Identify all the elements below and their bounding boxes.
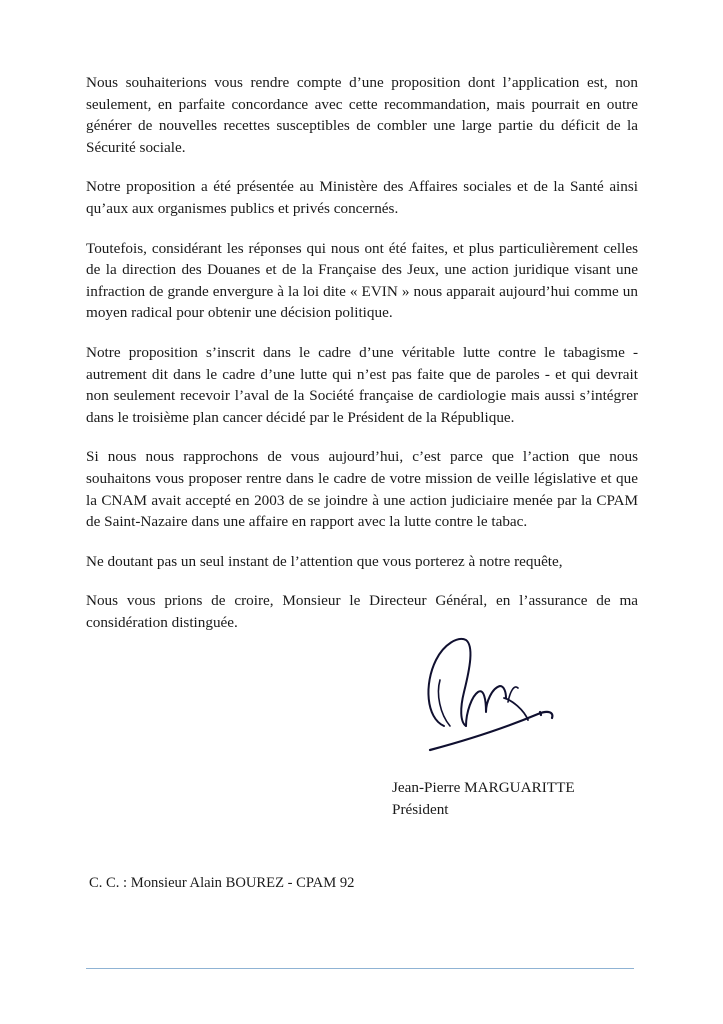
paragraph: Si nous nous rapprochons de vous aujourd’hui, c’est parce que l’action que nous souhaitons vous proposer rentre dans le cadre de votre mission de veille législative et que la CNAM avait accepté en 2003 de se joindre à une action judiciaire menée par la CPAM de Saint-Nazaire dans une affaire en rapport avec la lutte contre le tabac. (86, 448, 638, 531)
paragraph: Ne doutant pas un seul instant de l’attention que vous porterez à notre requête, (86, 552, 563, 570)
paragraph: Notre proposition a été présentée au Ministère des Affaires sociales et de la Santé ainsi qu’aux aux organismes publics et privés concernés. (86, 178, 638, 217)
signer-name: Jean-Pierre MARGUARITTE (392, 779, 575, 796)
signer-block (392, 777, 575, 820)
signer-role: Président (392, 800, 449, 818)
handwritten-signature (400, 622, 600, 772)
paragraph: Nous souhaiterions vous rendre compte d’une proposition dont l’application est, non seulement, en parfaite concordance avec cette recommandation, mais pourrait en outre générer de nouvelles recettes susceptibles de combler une large partie du déficit de la Sécurité sociale. (86, 74, 638, 156)
letter-body (86, 72, 638, 651)
paragraph: Notre proposition s’inscrit dans le cadre d’une véritable lutte contre le tabagisme - autrement dit dans le cadre d’une lutte qui n’est pas faite que de paroles - et qui devrait non seulement recevoir l’aval de la Société française de cardiologie mais aussi s’intégrer dans le troisième plan cancer décidé par le Président de la République. (86, 343, 638, 426)
carbon-copy-line: C. C. : Monsieur Alain BOUREZ - CPAM 92 (89, 875, 355, 891)
closing-paragraph: Nous vous prions de croire, Monsieur le Directeur Général, en l’assurance de ma considération distinguée. (86, 592, 638, 631)
footer-divider (86, 968, 634, 969)
paragraph: Toutefois, considérant les réponses qui nous ont été faites, et plus particulièrement celles de la direction des Douanes et de la Française des Jeux, une action juridique visant une infraction de grande envergure à la loi dite « EVIN » nous apparait aujourd’hui comme un moyen radical pour obtenir une décision politique. (86, 239, 638, 322)
